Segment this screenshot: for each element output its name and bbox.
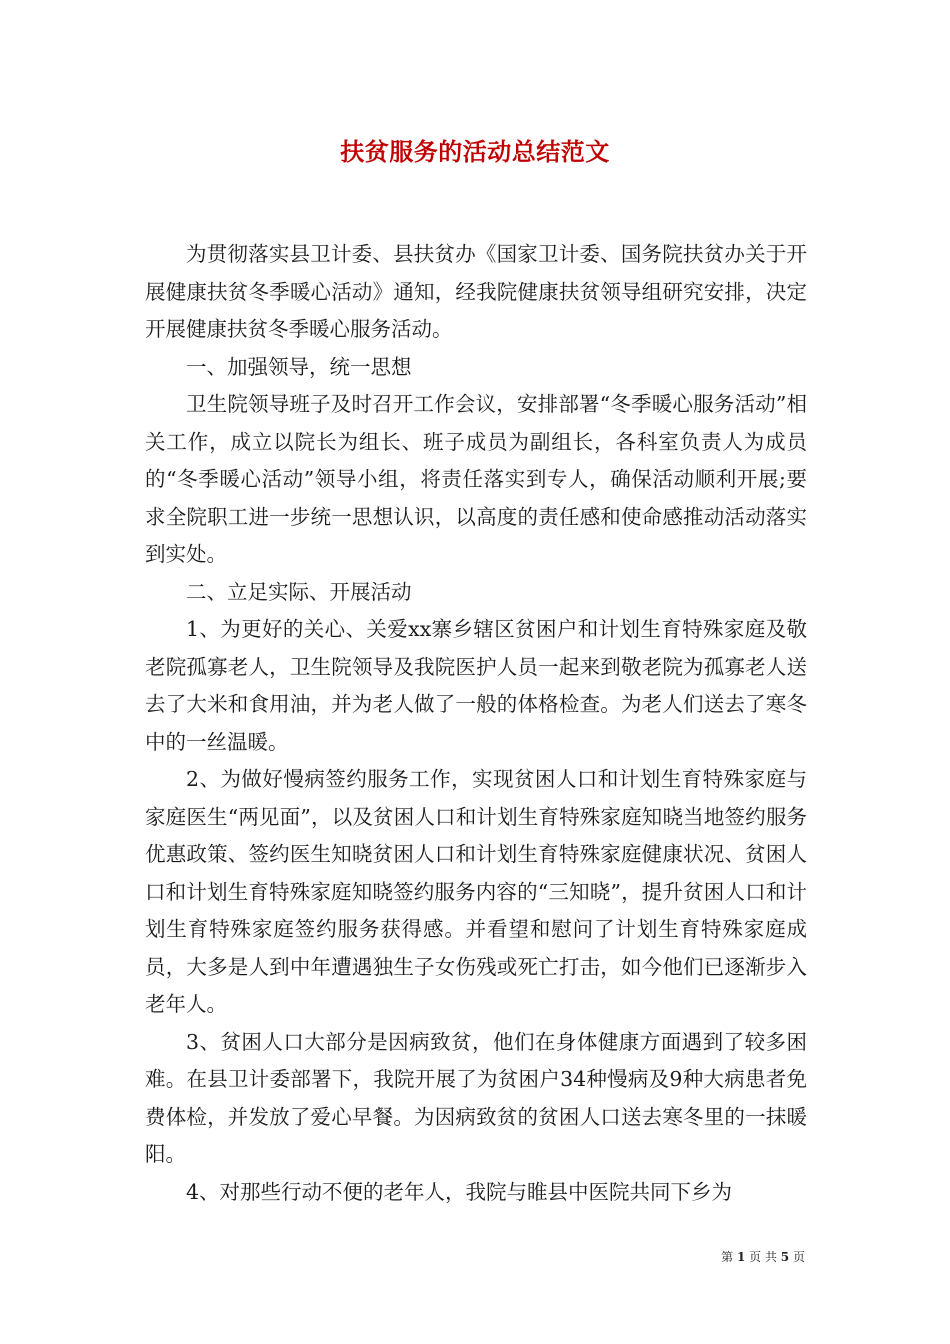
paragraph-item-3: 3、贫困人口大部分是因病致贫，他们在身体健康方面遇到了较多困难。在县卫计委部署下，我院开展了为贫困户34种慢病及9种大病患者免费体检，并发放了爱心早餐。为因病致贫的贫困人口送去寒冬里的一抹暖阳。 <box>145 1029 807 1166</box>
section-heading-2: 二、立足实际、开展活动 <box>186 579 412 604</box>
paragraph-item-1: 1、为更好的关心、关爱xx寨乡辖区贫困户和计划生育特殊家庭及敬老院孤寡老人，卫生院领导及我院医护人员一起来到敬老院为孤寡老人送去了大米和食用油，并为老人做了一般的体格检查。为老人们送去了寒冬中的一丝温暖。 <box>145 617 807 754</box>
paragraph-item-4: 4、对那些行动不便的老年人，我院与睢县中医院共同下乡为 <box>186 1179 733 1204</box>
section-heading-1: 一、加强领导，统一思想 <box>186 354 412 379</box>
paragraph-section-1: 卫生院领导班子及时召开工作会议，安排部署“冬季暖心服务活动”相关工作，成立以院长为组长、班子成员为副组长，各科室负责人为成员的“冬季暖心活动”领导小组，将责任落实到专人，确保活动顺利开展;要求全院职工进一步统一思想认识，以高度的责任感和使命感推动活动落实到实处。 <box>145 392 807 566</box>
footer-suffix: 页 <box>792 1250 805 1264</box>
total-page-number: 5 <box>780 1250 790 1264</box>
document-title: 扶贫服务的活动总结范文 <box>340 137 610 166</box>
footer-prefix: 第 <box>721 1250 734 1264</box>
paragraph-item-2: 2、为做好慢病签约服务工作，实现贫困人口和计划生育特殊家庭与家庭医生“两见面”，以及贫困人口和计划生育特殊家庭知晓当地签约服务优惠政策、签约医生知晓贫困人口和计划生育特殊家庭健康状况、贫困人口和计划生育特殊家庭知晓签约服务内容的“三知晓”，提升贫困人口和计划生育特殊家庭签约服务获得感。并看望和慰问了计划生育特殊家庭成员，大多是人到中年遭遇独生子女伤残或死亡打击，如今他们已逐渐步入老年人。 <box>145 767 807 1016</box>
page-number-footer <box>695 1248 805 1265</box>
paragraph-intro: 为贯彻落实县卫计委、县扶贫办《国家卫计委、国务院扶贫办关于开展健康扶贫冬季暖心活动》通知，经我院健康扶贫领导组研究安排，决定开展健康扶贫冬季暖心服务活动。 <box>145 242 807 341</box>
current-page-number: 1 <box>736 1250 746 1264</box>
footer-middle: 页 共 <box>749 1250 777 1264</box>
document-body <box>145 236 807 1211</box>
